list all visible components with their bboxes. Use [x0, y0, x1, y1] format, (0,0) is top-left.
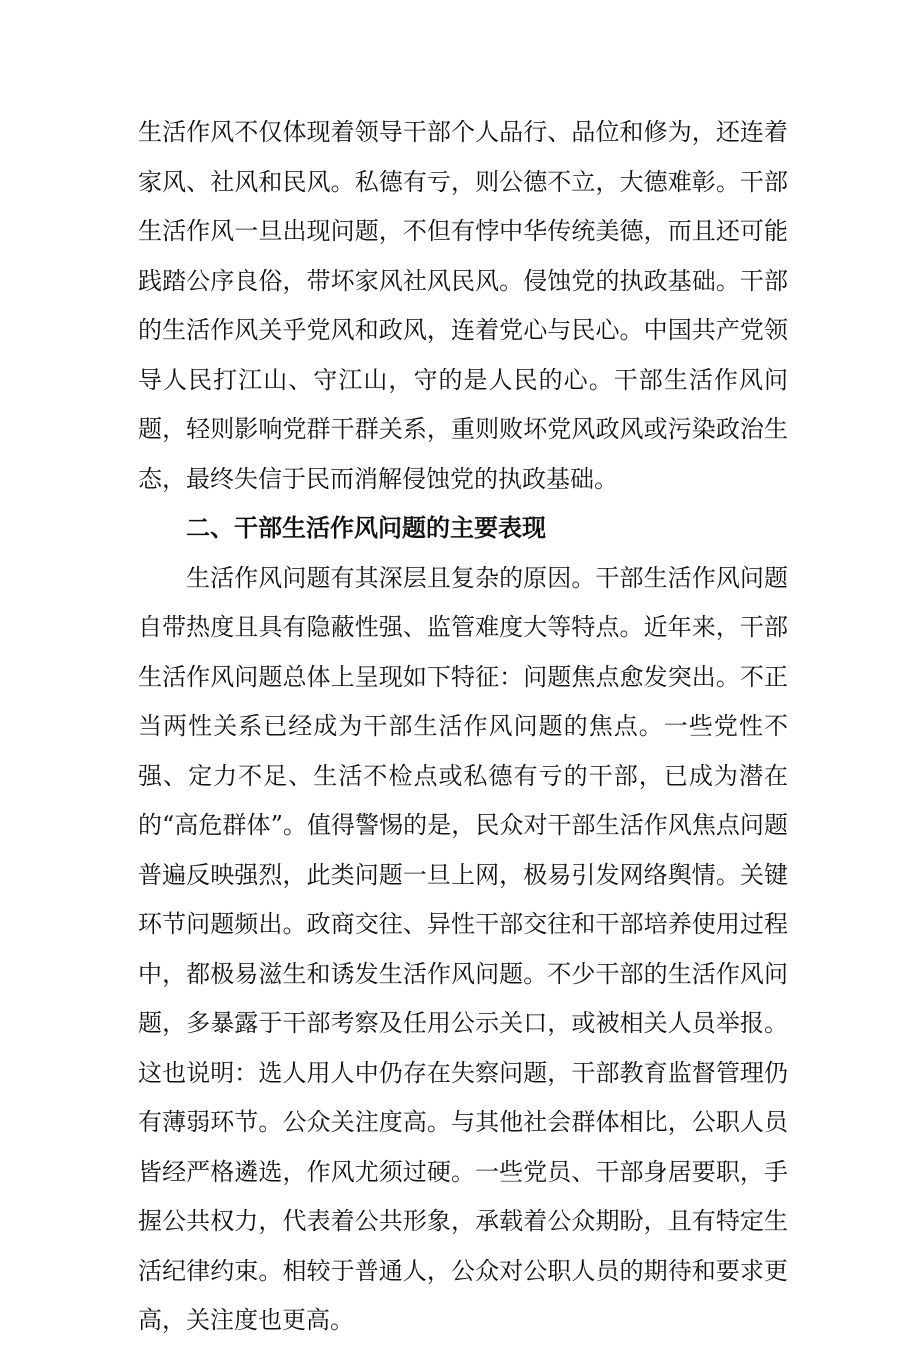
document-body	[138, 108, 788, 1346]
body-paragraph: 生活作风问题有其深层且复杂的原因。干部生活作风问题自带热度且具有隐蔽性强、监管难度大等特点。近年来，干部生活作风问题总体上呈现如下特征：问题焦点愈发突出。不正当两性关系已经成为干部生活作风问题的焦点。一些党性不强、定力不足、生活不检点或私德有亏的干部，已成为潜在的“高危群体”。值得警惕的是，民众对干部生活作风焦点问题普遍反映强烈，此类问题一旦上网，极易引发网络舆情。关键环节问题频出。政商交往、异性干部交往和干部培养使用过程中，都极易滋生和诱发生活作风问题。不少干部的生活作风问题，多暴露于干部考察及任用公示关口，或被相关人员举报。这也说明：选人用人中仍存在失察问题，干部教育监督管理仍有薄弱环节。公众关注度高。与其他社会群体相比，公职人员皆经严格遴选，作风尤须过硬。一些党员、干部身居要职，手握公共权力，代表着公共形象，承载着公众期盼，且有特定生活纪律约束。相较于普通人，公众对公职人员的期待和要求更高，关注度也更高。	[138, 563, 788, 1334]
section-heading: 二、干部生活作风问题的主要表现	[186, 514, 546, 542]
body-paragraph: 生活作风不仅体现着领导干部个人品行、品位和修为，还连着家风、社风和民风。私德有亏，则公德不立，大德难彰。干部生活作风一旦出现问题，不但有悖中华传统美德，而且还可能践踏公序良俗，带坏家风社风民风。侵蚀党的执政基础。干部的生活作风关乎党风和政风，连着党心与民心。中国共产党领导人民打江山、守江山，守的是人民的心。干部生活作风问题，轻则影响党群干群关系，重则败坏党风政风或污染政治生态，最终失信于民而消解侵蚀党的执政基础。	[138, 118, 788, 493]
